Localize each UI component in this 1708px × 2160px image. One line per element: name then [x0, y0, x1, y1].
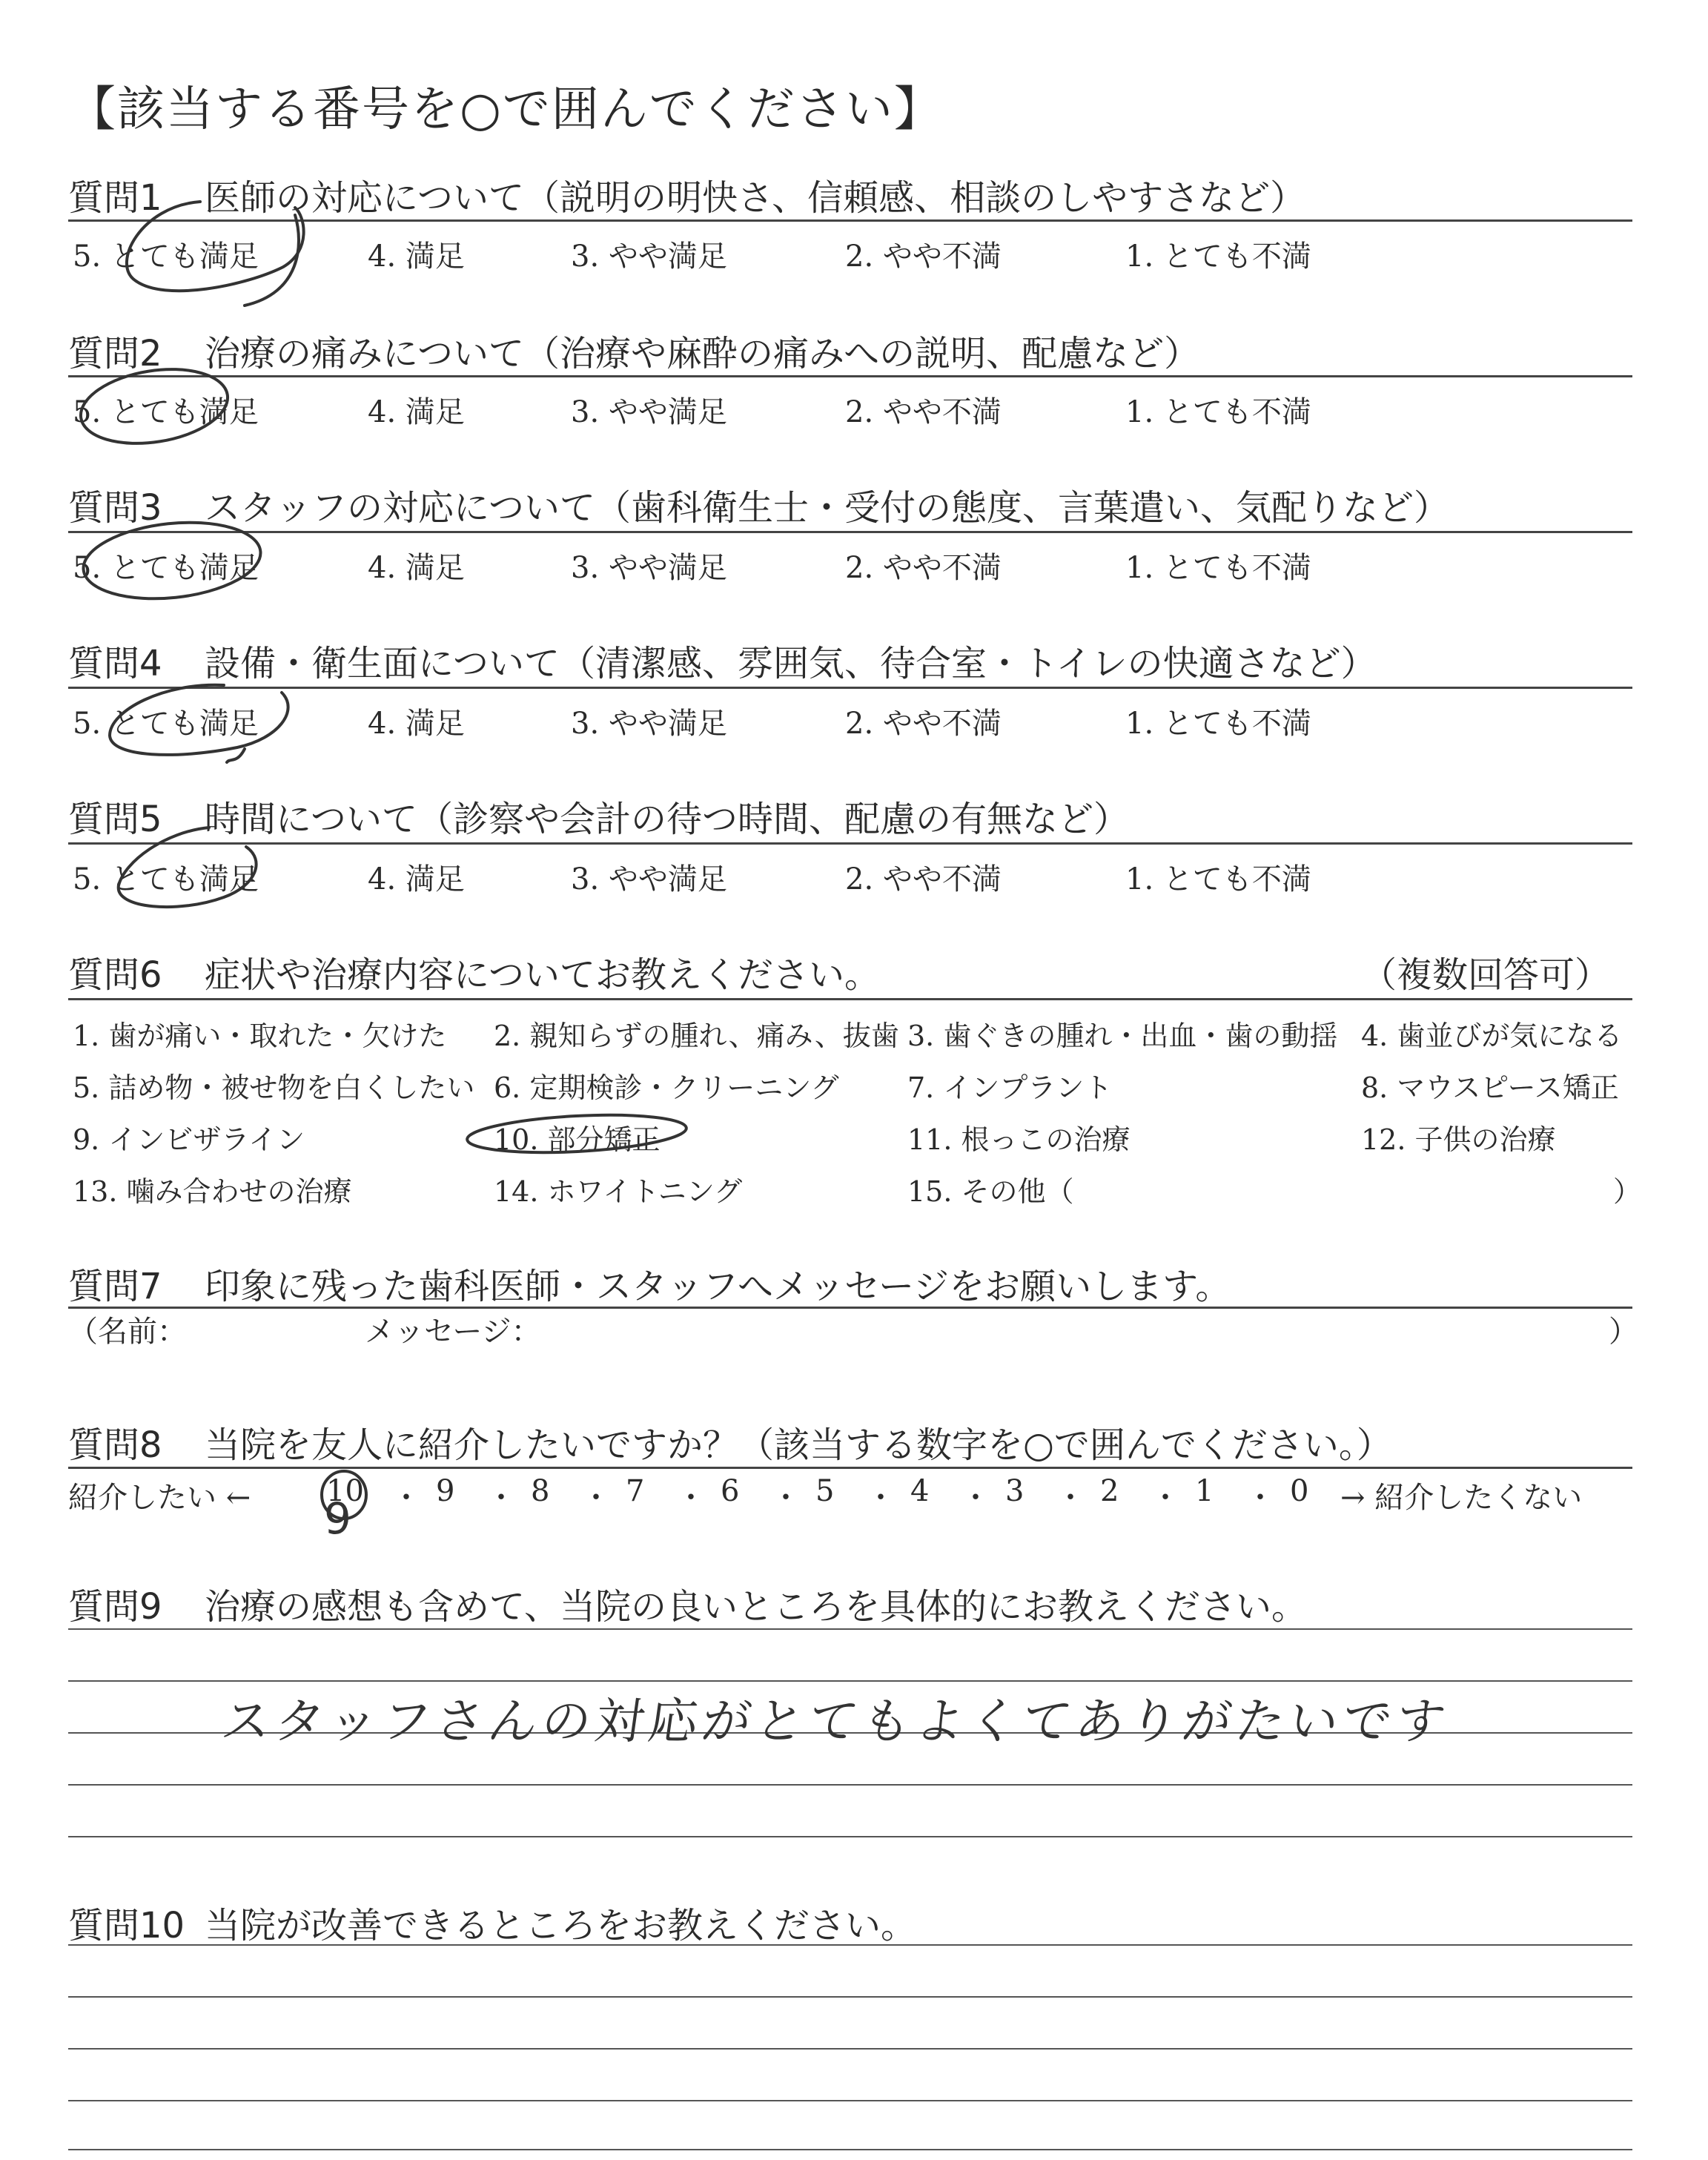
- question-5-label: 質問5: [68, 799, 162, 840]
- q6-option-15[interactable]: 15. その他（: [907, 1175, 1074, 1208]
- q8-score-1[interactable]: 1: [1195, 1474, 1214, 1508]
- q6-option-1[interactable]: 1. 歯が痛い・取れた・欠けた: [73, 1020, 447, 1052]
- q6-option-8[interactable]: 8. マウスピース矯正: [1361, 1071, 1619, 1104]
- q2-option-2[interactable]: 2. やや不満: [845, 395, 1002, 429]
- q8-left-label: 紹介したい ←: [68, 1481, 251, 1515]
- q8-sep: ・: [1056, 1481, 1085, 1515]
- q4-option-2[interactable]: 2. やや不満: [845, 707, 1002, 741]
- question-8-scale: [68, 1474, 1632, 1544]
- q6-option-11[interactable]: 11. 根っこの治療: [907, 1123, 1131, 1156]
- q8-score-2[interactable]: 2: [1100, 1474, 1119, 1508]
- question-4-options: [73, 700, 1629, 744]
- question-6-rule: [68, 998, 1632, 1000]
- question-1-options: [73, 233, 1629, 277]
- q6-option-3[interactable]: 3. 歯ぐきの腫れ・出血・歯の動揺: [907, 1020, 1338, 1052]
- q2-option-5[interactable]: 5. とても満足: [73, 395, 259, 429]
- question-2-rule: [68, 375, 1632, 377]
- q1-option-3[interactable]: 3. やや満足: [571, 240, 727, 274]
- question-10-text: 当院が改善できるところをお教えください。: [205, 1905, 917, 1946]
- q8-sep: ・: [486, 1481, 516, 1515]
- q6-option-5[interactable]: 5. 詰め物・被せ物を白くしたい: [73, 1071, 475, 1104]
- q8-score-3[interactable]: 3: [1005, 1474, 1025, 1508]
- question-7-label: 質問7: [68, 1266, 162, 1307]
- q10-line-2: [68, 1996, 1632, 1998]
- q6-option-6[interactable]: 6. 定期検診・クリーニング: [494, 1071, 839, 1104]
- q8-sep: ・: [866, 1481, 896, 1515]
- page-title: 【該当する番号を○で囲んでください】: [68, 82, 943, 137]
- q10-line-3: [68, 2048, 1632, 2050]
- question-2-text: 治療の痛みについて（治療や麻酔の痛みへの説明、配慮など）: [205, 333, 1200, 374]
- q10-line-1: [68, 1944, 1632, 1946]
- q5-option-4[interactable]: 4. 満足: [368, 862, 465, 896]
- question-8-text: 当院を友人に紹介したいですか？（該当する数字を○で囲んでください。）: [205, 1424, 1392, 1466]
- q3-option-3[interactable]: 3. やや満足: [571, 551, 727, 585]
- q8-sep: ・: [391, 1481, 421, 1515]
- question-2-label: 質問2: [68, 333, 162, 374]
- question-4-label: 質問4: [68, 643, 162, 684]
- q8-handwritten-mark: 9: [324, 1493, 351, 1544]
- q8-score-4[interactable]: 4: [910, 1474, 930, 1508]
- q1-option-1[interactable]: 1. とても不満: [1125, 240, 1311, 274]
- q9-line-1: [68, 1628, 1632, 1630]
- q8-sep: ・: [581, 1481, 611, 1515]
- q3-option-1[interactable]: 1. とても不満: [1125, 551, 1311, 585]
- question-6-label: 質問6: [68, 954, 162, 996]
- q8-sep: ・: [676, 1481, 706, 1515]
- q5-option-2[interactable]: 2. やや不満: [845, 862, 1002, 896]
- question-9-label: 質問9: [68, 1586, 162, 1628]
- q8-score-6[interactable]: 6: [721, 1474, 740, 1508]
- q8-sep: ・: [1245, 1481, 1275, 1515]
- q4-option-3[interactable]: 3. やや満足: [571, 707, 727, 741]
- question-4-rule: [68, 687, 1632, 689]
- q2-option-1[interactable]: 1. とても不満: [1125, 395, 1311, 429]
- q6-option-7[interactable]: 7. インプラント: [907, 1071, 1113, 1104]
- question-3-rule: [68, 531, 1632, 533]
- q1-option-5[interactable]: 5. とても満足: [73, 240, 259, 274]
- q8-score-10[interactable]: 10: [326, 1474, 364, 1508]
- question-8-rule: [68, 1467, 1632, 1469]
- q5-option-1[interactable]: 1. とても不満: [1125, 862, 1311, 896]
- q6-option-4[interactable]: 4. 歯並びが気になる: [1361, 1020, 1623, 1052]
- q3-option-4[interactable]: 4. 満足: [368, 551, 465, 585]
- q1-option-2[interactable]: 2. やや不満: [845, 240, 1002, 274]
- question-6-note: （複数回答可）: [1360, 954, 1610, 996]
- q9-handwritten-answer[interactable]: スタッフさんの対応がとてもよくてありがたいです: [217, 1693, 1454, 1750]
- q6-option-9[interactable]: 9. インビザライン: [73, 1123, 305, 1156]
- q6-option-10[interactable]: 10. 部分矯正: [494, 1123, 661, 1156]
- question-1-rule: [68, 219, 1632, 222]
- q8-score-0[interactable]: 0: [1290, 1474, 1309, 1508]
- q4-option-4[interactable]: 4. 満足: [368, 707, 465, 741]
- question-6-text: 症状や治療内容についてお教えください。: [205, 954, 881, 996]
- question-8-label: 質問8: [68, 1424, 162, 1466]
- q7-name-label: （名前：: [68, 1315, 187, 1349]
- q1-option-4[interactable]: 4. 満足: [368, 240, 465, 274]
- question-6-heading: [68, 946, 1632, 1005]
- question-1-label: 質問1: [68, 177, 162, 219]
- q8-right-label: → 紹介したくない: [1340, 1481, 1583, 1515]
- q4-circle-tail: [227, 749, 245, 762]
- q8-sep: ・: [961, 1481, 990, 1515]
- q8-score-7[interactable]: 7: [626, 1474, 645, 1508]
- q6-option-2[interactable]: 2. 親知らずの腫れ、痛み、抜歯: [494, 1020, 899, 1052]
- question-5-options: [73, 856, 1629, 900]
- q4-option-5[interactable]: 5. とても満足: [73, 707, 259, 741]
- question-3-heading: [68, 479, 1632, 538]
- question-5-heading: [68, 790, 1632, 850]
- question-3-options: [73, 544, 1629, 589]
- q9-line-4: [68, 1784, 1632, 1786]
- question-3-label: 質問3: [68, 487, 162, 529]
- q6-other-close: ）: [1613, 1175, 1642, 1208]
- q4-option-1[interactable]: 1. とても不満: [1125, 707, 1311, 741]
- q8-sep: ・: [1151, 1481, 1180, 1515]
- q7-close: ）: [1609, 1315, 1638, 1349]
- q6-option-13[interactable]: 13. 噛み合わせの治療: [73, 1175, 352, 1208]
- q10-line-4: [68, 2100, 1632, 2101]
- question-2-options: [73, 389, 1629, 433]
- q5-option-3[interactable]: 3. やや満足: [571, 862, 727, 896]
- q3-option-2[interactable]: 2. やや不満: [845, 551, 1002, 585]
- q5-option-5[interactable]: 5. とても満足: [73, 862, 259, 896]
- q8-score-5[interactable]: 5: [815, 1474, 835, 1508]
- question-7-answer-row[interactable]: [68, 1308, 1638, 1353]
- question-4-heading: [68, 635, 1632, 694]
- question-10-label: 質問10: [68, 1905, 185, 1946]
- q9-line-5: [68, 1836, 1632, 1837]
- q7-message-label: メッセージ：: [365, 1315, 541, 1349]
- question-5-text: 時間について（診察や会計の待つ時間、配慮の有無など）: [205, 799, 1130, 840]
- question-1-text: 医師の対応について（説明の明快さ、信頼感、相談のしやすさなど）: [205, 177, 1306, 219]
- question-10-heading: [68, 1897, 1632, 1956]
- question-4-text: 設備・衛生面について（清潔感、雰囲気、待合室・トイレの快適さなど）: [205, 643, 1377, 684]
- question-5-rule: [68, 842, 1632, 845]
- q8-score-9[interactable]: 9: [436, 1474, 455, 1508]
- q8-sep: ・: [771, 1481, 801, 1515]
- question-6-options: [73, 1013, 1642, 1221]
- question-3-text: スタッフの対応について（歯科衛生士・受付の態度、言葉遣い、気配りなど）: [205, 487, 1450, 529]
- question-7-text: 印象に残った歯科医師・スタッフへメッセージをお願いします。: [205, 1266, 1231, 1307]
- q2-option-4[interactable]: 4. 満足: [368, 395, 465, 429]
- q6-option-14[interactable]: 14. ホワイトニング: [494, 1175, 743, 1208]
- q6-option-12[interactable]: 12. 子供の治療: [1361, 1123, 1556, 1156]
- question-9-text: 治療の感想も含めて、当院の良いところを具体的にお教えください。: [205, 1586, 1308, 1628]
- q8-score-8[interactable]: 8: [531, 1474, 550, 1508]
- q10-line-5: [68, 2149, 1632, 2150]
- q3-option-5[interactable]: 5. とても満足: [73, 551, 259, 585]
- q2-option-3[interactable]: 3. やや満足: [571, 395, 727, 429]
